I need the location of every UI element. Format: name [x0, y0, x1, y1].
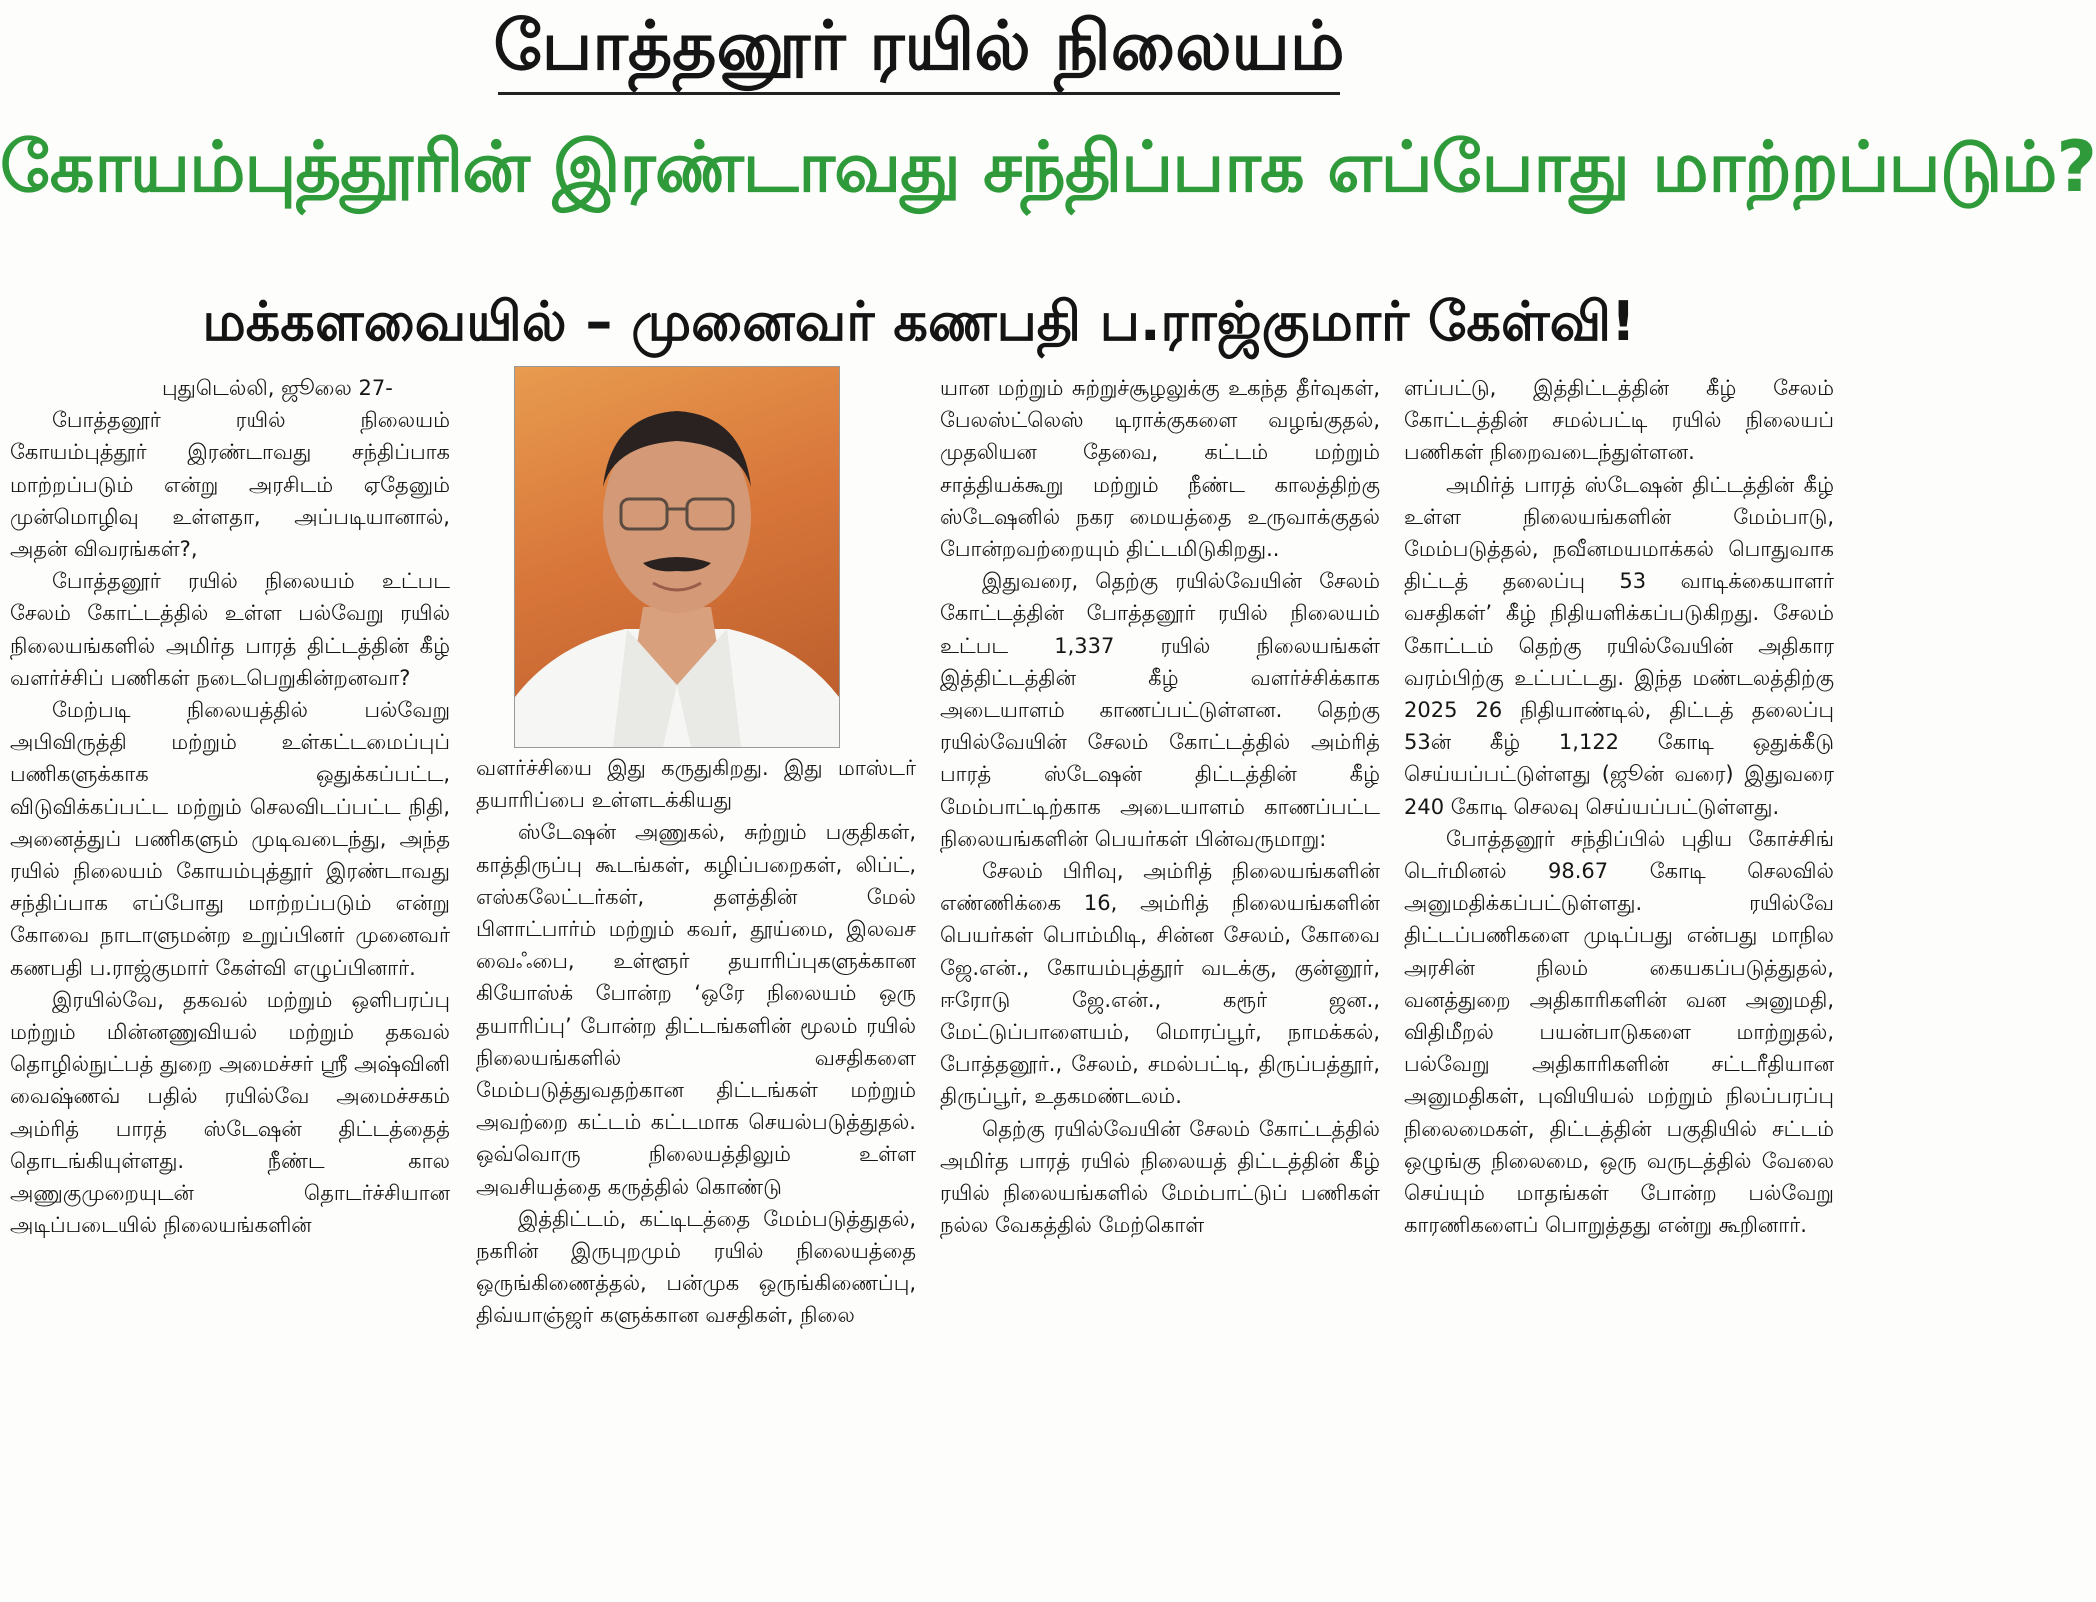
article-column-2: [476, 752, 916, 1332]
paragraph: யான மற்றும் சுற்றுச்சூழலுக்கு உகந்த தீர்வுகள், பேலஸ்ட்லெஸ் டிராக்குகளை வழங்குதல், முதலியன தேவை, கட்டம் மற்றும் சாத்தியக்கூறு மற்றும் நீண்ட காலத்திற்கு ஸ்டேஷனில் நகர மையத்தை உருவாக்குதல் போன்றவற்றையும் திட்டமிடுகிறது..: [940, 376, 1380, 562]
kicker-underline: [498, 92, 1340, 95]
paragraph: ளப்பட்டு, இத்திட்டத்தின் கீழ் சேலம் கோட்டத்தின் சமல்பட்டி ரயில் நிலையப் பணிகள் நிறைவடைந்துள்ளன.: [1404, 376, 1834, 465]
paragraph: வளர்ச்சியை இது கருதுகிறது. இது மாஸ்டர் தயாரிப்பை உள்ளடக்கியது: [476, 756, 916, 813]
paragraph: போத்தனூர் சந்திப்பில் புதிய கோச்சிங் டெர்மினல் 98.67 கோடி செலவில் அனுமதிக்கப்பட்டுள்ளது. ரயில்வே திட்டப்பணிகளை முடிப்பது என்பது மாநில அரசின் நிலம் கையகப்படுத்துதல், வனத்துறை அதிகாரிகளின் வன அனுமதி, விதிமீறல் பயன்பாடுகளை மாற்றுதல், பல்வேறு அதிகாரிகளின் சட்டரீதியான அனுமதிகள், புவியியல் மற்றும் நிலப்பரப்பு நிலைமைகள், திட்டத்தின் பகுதியில் சட்டம் ஒழுங்கு நிலைமை, ஒரு வருடத்தில் வேலை செய்யும் மாதங்கள் போன்ற பல்வேறு காரணிகளைப் பொறுத்தது என்று கூறினார்.: [1404, 826, 1834, 1238]
portrait-illustration: [515, 367, 839, 747]
paragraph: போத்தனூர் ரயில் நிலையம் உட்பட சேலம் கோட்டத்தில் உள்ள பல்வேறு ரயில் நிலையங்களில் அமிர்த பாரத் திட்டத்தின் கீழ் வளர்ச்சிப் பணிகள் நடைபெறுகின்றனவா?: [10, 569, 450, 690]
paragraph: போத்தனூர் ரயில் நிலையம் கோயம்புத்தூர் இரண்டாவது சந்திப்பாக மாற்றப்படும் என்று அரசிடம் ஏதேனும் முன்மொழிவு உள்ளதா, அப்படியானால், அதன் விவரங்கள்?,: [10, 408, 450, 562]
paragraph: ஸ்டேஷன் அணுகல், சுற்றும் பகுதிகள், காத்திருப்பு கூடங்கள், கழிப்பறைகள், லிப்ட், எஸ்கலேட்டர்கள், தளத்தின் மேல் பிளாட்பார்ம் மற்றும் கவர், தூய்மை, இலவச வைஃபை, உள்ளூர் தயாரிப்புகளுக்கான கியோஸ்க் போன்ற ‘ஒரே நிலையம் ஒரு தயாரிப்பு’ போன்ற திட்டங்களின் மூலம் ரயில் நிலையங்களில் வசதிகளை மேம்படுத்துவதற்கான திட்டங்கள் மற்றும் அவற்றை கட்டம் கட்டமாக செயல்படுத்துதல். ஒவ்வொரு நிலையத்திலும் உள்ள அவசியத்தை கருத்தில் கொண்டு: [476, 820, 916, 1199]
article-column-4: [1404, 372, 1834, 1241]
portrait-photo: [514, 366, 840, 748]
kicker-title: போத்தனூர் ரயில் நிலையம்: [493, 7, 1345, 86]
paragraph: மேற்படி நிலையத்தில் பல்வேறு அபிவிருத்தி மற்றும் உள்கட்டமைப்புப் பணிகளுக்காக ஒதுக்கப்பட்ட, விடுவிக்கப்பட்ட மற்றும் செலவிடப்பட்ட நிதி, அனைத்துப் பணிகளும் முடிவடைந்து, அந்த ரயில் நிலையம் கோயம்புத்தூர் இரண்டாவது சந்திப்பாக எப்போது மாற்றப்படும் என்று கோவை நாடாளுமன்ற உறுப்பினர் முனைவர் கணபதி ப.ராஜ்குமார் கேள்வி எழுப்பினார்.: [10, 698, 450, 980]
paragraph: இதுவரை, தெற்கு ரயில்வேயின் சேலம் கோட்டத்தின் போத்தனூர் ரயில் நிலையம் உட்பட 1,337 ரயில் நிலையங்கள் இத்திட்டத்தின் கீழ் வளர்ச்சிக்காக அடையாளம் காணப்பட்டுள்ளன. தெற்கு ரயில்வேயின் சேலம் கோட்டத்தில் அம்ரித் பாரத் ஸ்டேஷன் திட்டத்தின் கீழ் மேம்பாட்டிற்காக அடையாளம் காணப்பட்ட நிலையங்களின் பெயர்கள் பின்வருமாறு:: [940, 569, 1380, 851]
dateline: புதுடெல்லி, ஜூலை 27-: [162, 376, 393, 400]
subheadline: மக்களவையில் – முனைவர் கணபதி ப.ராஜ்குமார் கேள்வி!: [202, 290, 1636, 353]
article-column-3: [940, 372, 1380, 1241]
paragraph: இத்திட்டம், கட்டிடத்தை மேம்படுத்துதல், நகரின் இருபுறமும் ரயில் நிலையத்தை ஒருங்கிணைத்தல், பன்முக ஒருங்கிணைப்பு, திவ்யாஞ்ஜர் களுக்கான வசதிகள், நிலை: [476, 1206, 916, 1328]
paragraph: தெற்கு ரயில்வேயின் சேலம் கோட்டத்தில் அமிர்த பாரத் ரயில் நிலையத் திட்டத்தின் கீழ் ரயில் நிலையங்களில் மேம்பாட்டுப் பணிகள் நல்ல வேகத்தில் மேற்கொள்: [940, 1116, 1380, 1238]
paragraph: இரயில்வே, தகவல் மற்றும் ஒளிபரப்பு மற்றும் மின்னணுவியல் மற்றும் தகவல் தொழில்நுட்பத் துறை அமைச்சர் ஸ்ரீ அஷ்வினி வைஷ்ணவ் பதில் ரயில்வே அமைச்சகம் அம்ரித் பாரத் ஸ்டேஷன் திட்டத்தைத் தொடங்கியுள்ளது. நீண்ட கால அணுகுமுறையுடன் தொடர்ச்சியான அடிப்படையில் நிலையங்களின்: [10, 987, 450, 1238]
paragraph: சேலம் பிரிவு, அம்ரித் நிலையங்களின் எண்ணிக்கை 16, அம்ரித் நிலையங்களின் பெயர்கள் பொம்மிடி, சின்ன சேலம், கோவை ஜே.என்., கோயம்புத்தூர் வடக்கு, குன்னூர், ஈரோடு ஜே.என்., கரூர் ஜன., மேட்டுப்பாளையம், மொரப்பூர், நாமக்கல், போத்தனூர்., சேலம், சமல்பட்டி, திருப்பத்தூர், திருப்பூர், உதகமண்டலம்.: [940, 859, 1380, 1109]
paragraph: அமிர்த் பாரத் ஸ்டேஷன் திட்டத்தின் கீழ் உள்ள நிலையங்களின் மேம்பாடு, மேம்படுத்தல், நவீனமயமாக்கல் பொதுவாக திட்டத் தலைப்பு 53 வாடிக்கையாளர் வசதிகள்’ கீழ் நிதியளிக்கப்படுகிறது. சேலம் கோட்டம் தெற்கு ரயில்வேயின் அதிகார வரம்பிற்கு உட்பட்டது. இந்த மண்டலத்திற்கு 2025 26 நிதியாண்டில், திட்டத் தலைப்பு 53ன் கீழ் 1,122 கோடி ஒதுக்கீடு செய்யப்பட்டுள்ளது (ஜூன் வரை) இதுவரை 240 கோடி செலவு செய்யப்பட்டுள்ளது.: [1404, 472, 1834, 819]
headline: கோயம்புத்தூரின் இரண்டாவது சந்திப்பாக எப்போது மாற்றப்படும்?: [0, 126, 2096, 208]
article-column-1: [10, 372, 450, 1241]
